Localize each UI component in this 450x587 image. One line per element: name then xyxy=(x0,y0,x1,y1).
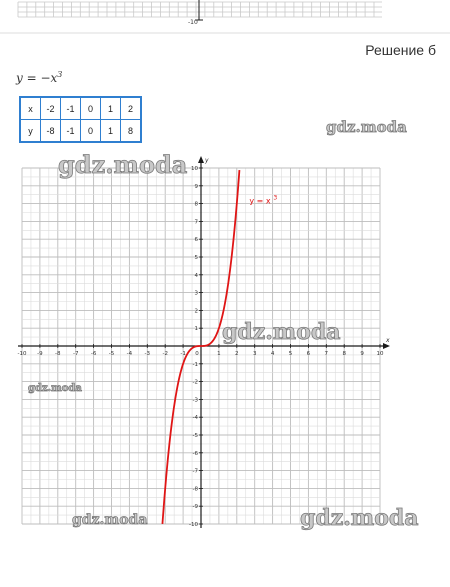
x-tick-label: 2 xyxy=(235,351,239,357)
x-tick-label: -1 xyxy=(180,351,186,357)
y-axis-arrow xyxy=(198,156,204,163)
x-tick-label: 9 xyxy=(360,351,364,357)
watermark: gdz.moda xyxy=(300,505,419,531)
value-table xyxy=(19,96,142,143)
formula-exponent: 3 xyxy=(57,70,63,79)
x-tick-label: 7 xyxy=(324,351,329,357)
x-tick-label: 4 xyxy=(270,351,275,357)
x-tick-label: -3 xyxy=(144,351,151,357)
y-tick-label: 10 xyxy=(191,166,198,172)
x-tick-label: 5 xyxy=(288,351,293,357)
table-header-y: y xyxy=(20,120,41,143)
y-tick-label: 2 xyxy=(194,308,198,315)
y-tick-label: -7 xyxy=(192,468,198,475)
y-tick-label: 6 xyxy=(194,237,198,244)
table-cell: -1 xyxy=(61,97,81,120)
table-cell: -8 xyxy=(41,120,61,143)
x-tick-label: 6 xyxy=(306,351,311,357)
x-tick-label: 0 xyxy=(195,351,199,357)
previous-grid-lines xyxy=(0,0,450,33)
x-tick-label: -4 xyxy=(126,351,133,357)
x-tick-label: -6 xyxy=(90,351,97,357)
y-tick-label: -1 xyxy=(192,361,198,368)
function-formula xyxy=(16,70,62,85)
table-cell: -1 xyxy=(61,120,81,143)
table-cell: 2 xyxy=(121,97,142,120)
x-tick-label: 3 xyxy=(252,351,257,357)
y-tick-label: 8 xyxy=(194,201,198,208)
table-row-x xyxy=(20,97,141,120)
y-tick-label: -2 xyxy=(192,379,198,386)
table-cell: 1 xyxy=(101,120,121,143)
y-tick-label: -6 xyxy=(192,450,198,457)
table-cell: 8 xyxy=(121,120,142,143)
y-tick-label: -4 xyxy=(192,415,198,422)
y-axis-label: y xyxy=(205,157,209,164)
formula-lhs: y = −x xyxy=(16,71,58,85)
watermark: gdz.moda xyxy=(222,319,341,345)
x-tick-label: -5 xyxy=(108,351,115,357)
y-tick-label: 1 xyxy=(194,326,198,333)
table-cell: 0 xyxy=(81,97,101,120)
x-tick-label: 1 xyxy=(217,351,221,357)
y-tick-label: 7 xyxy=(194,219,198,226)
table-cell: 1 xyxy=(101,97,121,120)
x-tick-label: -9 xyxy=(37,351,43,357)
x-tick-label: -7 xyxy=(72,351,79,357)
y-tick-label: 5 xyxy=(194,255,198,261)
previous-grid-tick-label: -10 xyxy=(188,19,198,26)
y-tick-label: -5 xyxy=(192,433,198,439)
cubic-graph xyxy=(0,150,450,540)
table-header-x: x xyxy=(20,97,41,120)
y-tick-label: -10 xyxy=(189,522,198,528)
x-tick-label: -8 xyxy=(55,351,61,357)
watermark: gdz.moda xyxy=(326,118,407,136)
y-tick-label: 4 xyxy=(194,272,198,279)
watermark: gdz.moda xyxy=(72,512,148,528)
x-tick-label: 8 xyxy=(342,351,346,357)
table-cell: -2 xyxy=(41,97,61,120)
y-tick-label: 3 xyxy=(194,290,198,297)
watermark: gdz.moda xyxy=(28,383,82,394)
previous-grid-fragment xyxy=(0,0,450,34)
y-tick-label: -8 xyxy=(192,486,198,493)
curve-label-exponent: 3 xyxy=(273,194,278,202)
solution-heading: Решение б xyxy=(365,42,436,58)
curve-label: y = x xyxy=(249,196,271,206)
watermark: gdz.moda xyxy=(58,150,188,179)
y-tick-label: -9 xyxy=(192,504,198,511)
x-tick-label: -10 xyxy=(17,351,27,357)
x-axis-label: x xyxy=(386,337,390,344)
y-tick-label: -3 xyxy=(192,397,198,404)
x-tick-label: -2 xyxy=(162,351,168,357)
table-row-y xyxy=(20,120,141,143)
x-tick-label: 10 xyxy=(376,351,384,357)
y-tick-label: 9 xyxy=(194,183,198,190)
table-cell: 0 xyxy=(81,120,101,143)
